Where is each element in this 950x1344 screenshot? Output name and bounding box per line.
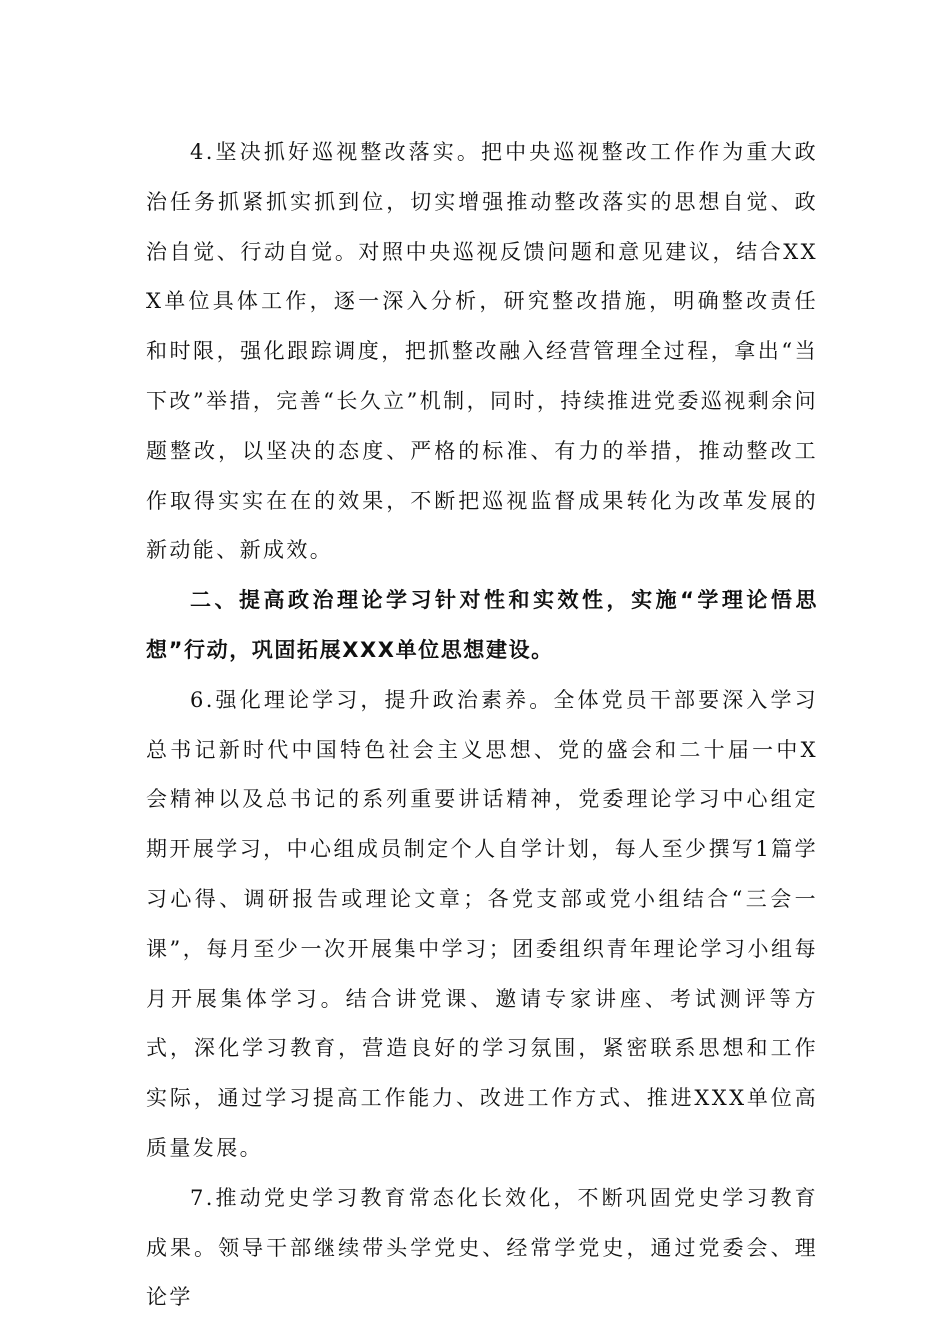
paragraph-item-7-party-history-education: 7.推动党史学习教育常态化长效化，不断巩固党史学习教育成果。领导干部继续带头学党史、经常学党史，通过党委会、理论学 <box>146 1185 818 1310</box>
paragraph-item-4-inspection-rectification: 4.坚决抓好巡视整改落实。把中央巡视整改工作作为重大政治任务抓紧抓实抓到位，切实增强推动整改落实的思想自觉、政治自觉、行动自觉。对照中央巡视反馈问题和意见建议，结合XXX单位具体工作，逐一深入分析，研究整改措施，明确整改责任和时限，强化跟踪调度，把抓整改融入经营管理全过程，拿出“当下改”举措，完善“长久立”机制，同时，持续推进党委巡视剩余问题整改，以坚决的态度、严格的标准、有力的举措，推动整改工作取得实实在在的效果，不断把巡视监督成果转化为改革发展的新动能、新成效。 <box>146 140 818 563</box>
document-body <box>146 128 818 1323</box>
section-heading-2-political-theory-study: 二、提高政治理论学习针对性和实效性，实施“学理论悟思想”行动，巩固拓展XXX单位思想建设。 <box>146 588 818 662</box>
paragraph-item-6-theory-study: 6.强化理论学习，提升政治素养。全体党员干部要深入学习总书记新时代中国特色社会主义思想、党的盛会和二十届一中X会精神以及总书记的系列重要讲话精神，党委理论学习中心组定期开展学习，中心组成员制定个人自学计划，每人至少撰写1篇学习心得、调研报告或理论文章；各党支部或党小组结合“三会一课”，每月至少一次开展集中学习；团委组织青年理论学习小组每月开展集体学习。结合讲党课、邀请专家讲座、考试测评等方式，深化学习教育，营造良好的学习氛围，紧密联系思想和工作实际，通过学习提高工作能力、改进工作方式、推进XXX单位高质量发展。 <box>146 687 818 1160</box>
